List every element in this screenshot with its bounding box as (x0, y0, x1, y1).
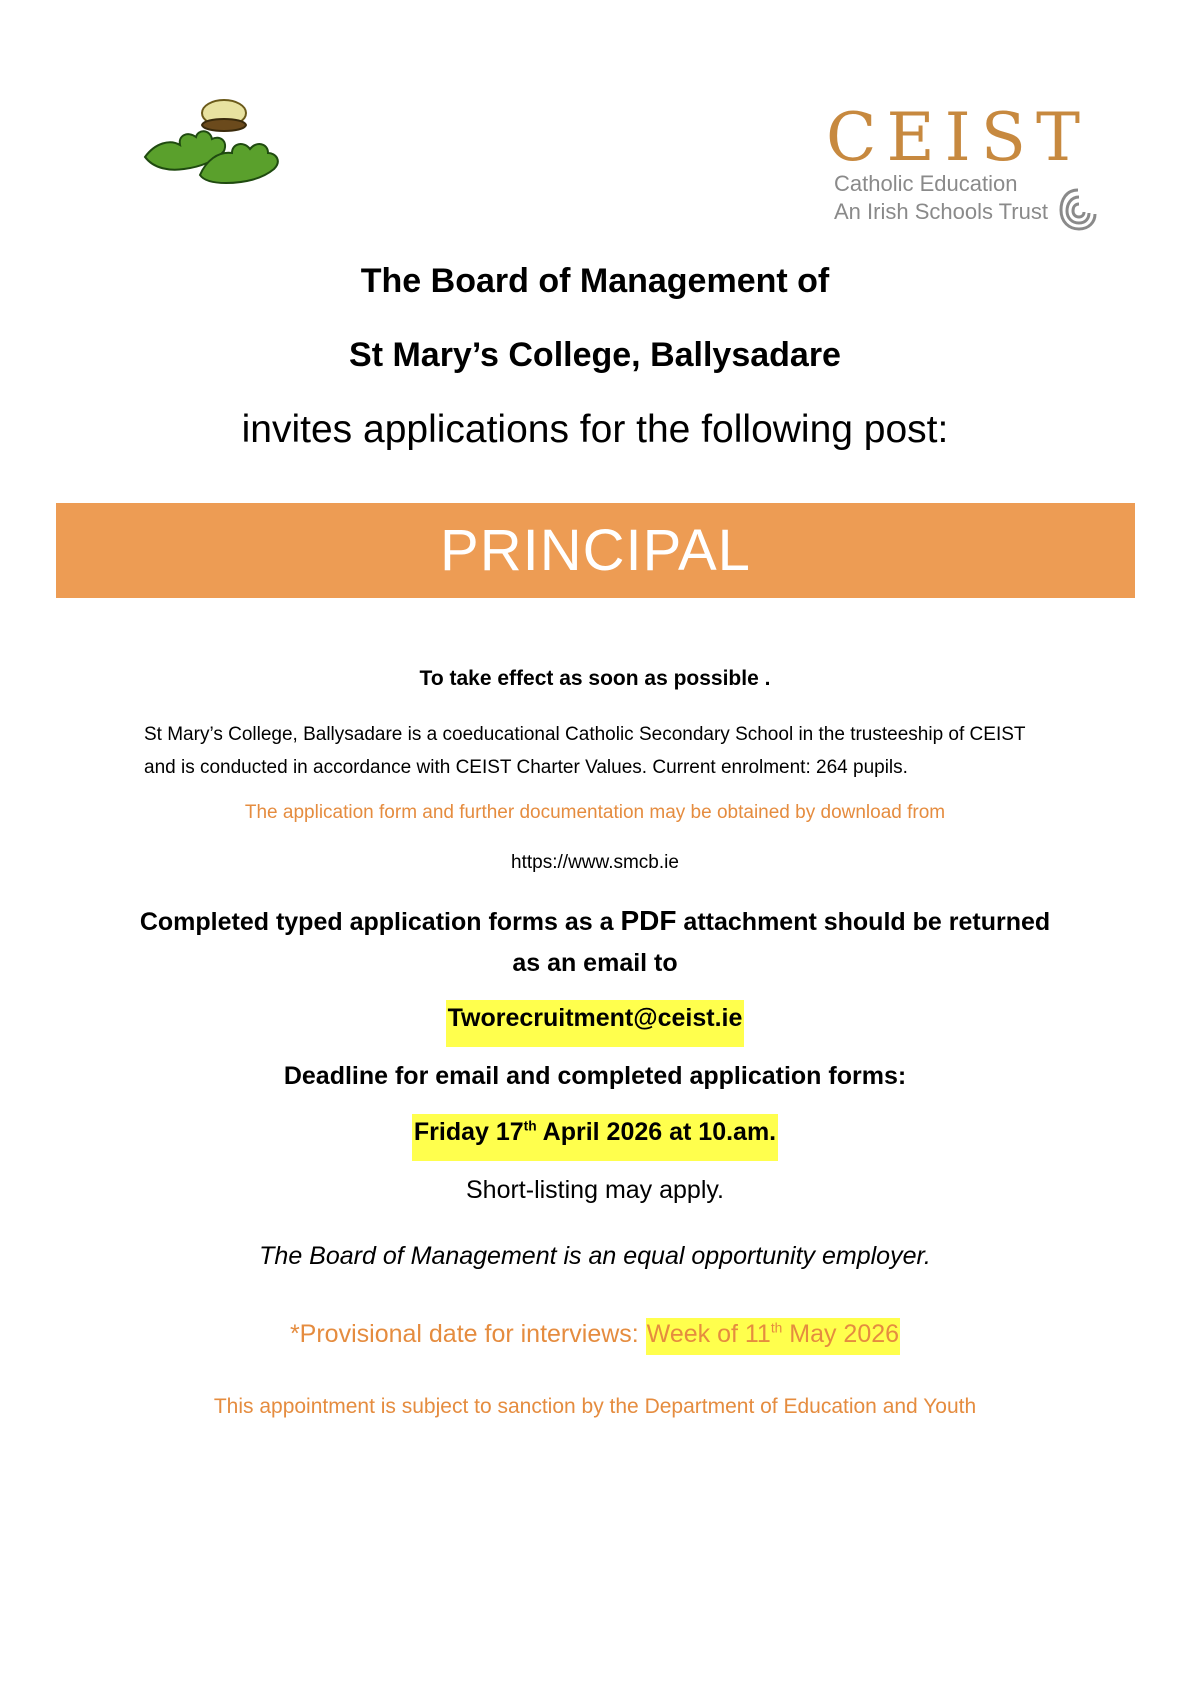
email-row (0, 1000, 1190, 1047)
deadline-day: Friday 17 (413, 1118, 524, 1146)
post-title: PRINCIPAL (440, 518, 751, 583)
heading-college: St Mary’s College, Ballysadare (349, 336, 841, 374)
school-oak-logo (140, 95, 285, 185)
recruitment-email[interactable]: Tworecruitment@ceist.ie (446, 1000, 745, 1047)
submission-part-1: Completed typed application forms as a (139, 908, 621, 936)
deadline-sup: th (523, 1118, 537, 1134)
interviews-sup: th (770, 1320, 783, 1336)
ceist-tagline-1: Catholic Education (834, 171, 1018, 196)
pdf-label: PDF (620, 905, 677, 936)
interviews-prefix: *Provisional date for interviews: (289, 1320, 646, 1348)
interviews-rest: May 2026 (782, 1320, 900, 1348)
deadline-date (412, 1114, 778, 1161)
submission-instructions (0, 900, 1190, 984)
ceist-wordmark: CEIST (826, 99, 1090, 176)
deadline-row (0, 1114, 1190, 1161)
spiral-icon (1058, 186, 1098, 232)
heading-board: The Board of Management of (360, 262, 830, 300)
interviews-week: Week of 11 (646, 1320, 771, 1348)
submission-line-1 (0, 900, 1190, 943)
sanction-note: This appointment is subject to sanction by the Department of Education and Youth (213, 1395, 977, 1418)
effect-line: To take effect as soon as possible . (419, 667, 771, 690)
heading-invites: invites applications for the following post: (241, 408, 949, 451)
deadline-rest: April 2026 at 10.am. (536, 1118, 777, 1146)
school-description (144, 718, 1074, 784)
deadline-label: Deadline for email and completed application forms: (283, 1062, 907, 1090)
equal-opportunity-note: The Board of Management is an equal opportunity employer. (259, 1242, 931, 1270)
website-link[interactable]: https://www.smcb.ie (511, 852, 679, 873)
description-line-2: and is conducted in accordance with CEIST Charter Values. Current enrolment: 264 pupils. (144, 757, 908, 778)
download-note: The application form and further documentation may be obtained by download from (244, 802, 946, 823)
interviews-row (0, 1318, 1190, 1355)
ceist-logo (826, 100, 1096, 240)
ceist-tagline-2: An Irish Schools Trust (834, 199, 1048, 224)
shortlisting-note: Short-listing may apply. (466, 1176, 724, 1204)
post-banner (56, 503, 1135, 598)
description-line-1: St Mary’s College, Ballysadare is a coeducational Catholic Secondary School in the trusteeship of CEIST (144, 724, 1026, 745)
interviews-date (646, 1318, 900, 1355)
submission-line-2: as an email to (512, 949, 678, 977)
submission-part-2: attachment should be returned (676, 908, 1051, 936)
